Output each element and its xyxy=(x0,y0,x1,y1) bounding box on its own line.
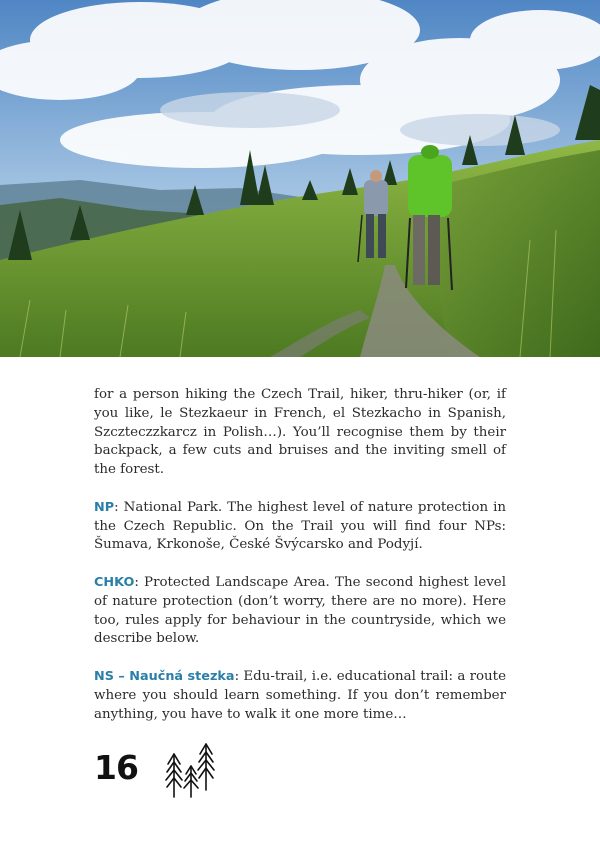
glossary-entry-chko xyxy=(94,574,506,649)
glossary-entry-ns xyxy=(94,668,506,724)
glossary-term: NP xyxy=(94,499,115,515)
glossary-definition: : Protected Landscape Area. The second highest level of nature protection (don’t worry, there are no more). Here too, rules apply for behaviour in the countryside, which we describe below. xyxy=(94,574,506,647)
glossary-term: NS – Naučná stezka xyxy=(94,668,235,684)
glossary-text xyxy=(94,386,506,743)
glossary-entry-np xyxy=(94,499,506,555)
hero-photo xyxy=(0,0,600,357)
page-number: 16 xyxy=(94,748,138,787)
hikers-on-trail-illustration xyxy=(0,0,600,357)
glossary-definition: for a person hiking the Czech Trail, hiker, thru-hiker (or, if you like, le Stezkaeur in French, el Stezkacho in Spanish, Szczteczzkarcz in Polish…). You’ll recognise them by their backpack, a few cuts and bruises and the inviting smell of the forest. xyxy=(94,387,506,478)
glossary-definition: : Edu-trail, i.e. educational trail: a route where you should learn something. If you don’t remember anything, you have to walk it one more time… xyxy=(94,668,506,722)
pine-trees-icon xyxy=(164,742,218,802)
glossary-entry-hiker xyxy=(94,386,506,480)
glossary-term: CHKO xyxy=(94,574,135,590)
glossary-definition: : National Park. The highest level of nature protection in the Czech Republic. On the Trail you will find four NPs: Šumava, Krkonoše, České Švýcarsko and Podyjí. xyxy=(94,499,506,553)
